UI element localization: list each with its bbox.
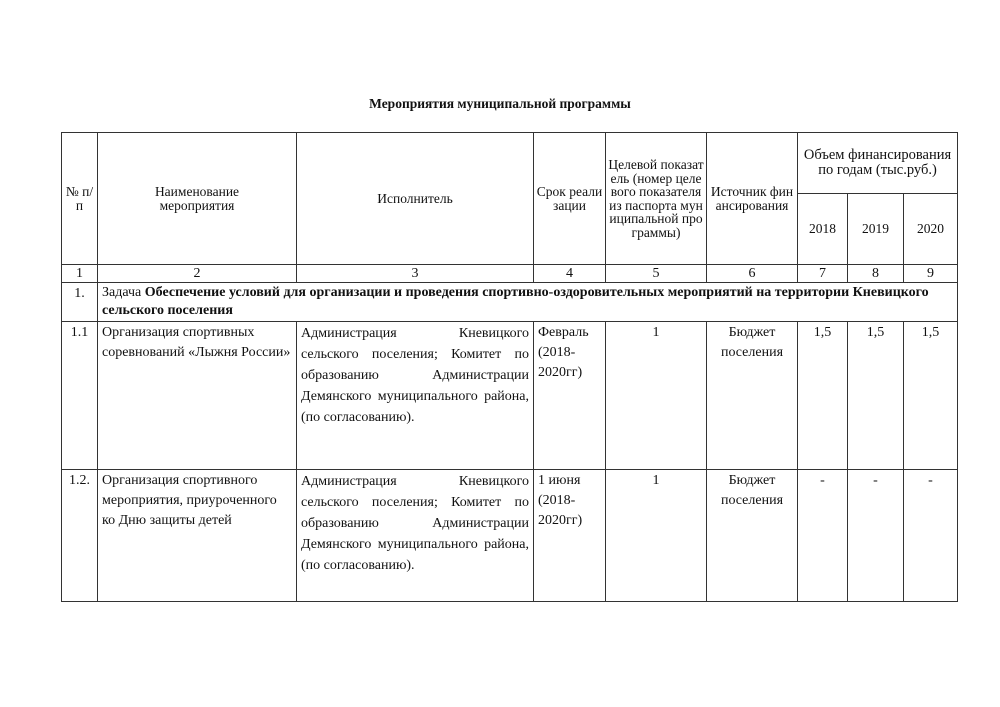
row-source: Бюджет поселения — [707, 470, 798, 602]
row-2020: - — [904, 470, 958, 602]
header-volume: Объем финансирования по годам (тыс.руб.) — [798, 133, 958, 194]
row-executor: Администрация Кневицкого сельского поселения; Комитет по образованию Администрации Демянского муниципального района, (по согласованию). — [297, 322, 534, 470]
header-target: Целевой показатель (номер целевого показателя из паспорта муниципальной программы) — [606, 133, 707, 265]
row-target: 1 — [606, 322, 707, 470]
row-target: 1 — [606, 470, 707, 602]
task-num: 1. — [62, 283, 98, 322]
row-2019: - — [848, 470, 904, 602]
column-number: 5 — [606, 265, 707, 283]
row-name: Организация спортивного мероприятия, приуроченного ко Дню защиты детей — [98, 470, 297, 602]
row-term: Февраль (2018-2020гг) — [534, 322, 606, 470]
column-number: 8 — [848, 265, 904, 283]
column-number: 2 — [98, 265, 297, 283]
task-text: Обеспечение условий для организации и проведения спортивно-оздоровительных мероприятий на территории Кневицкого сельского поселения — [102, 285, 929, 318]
task-row — [62, 283, 958, 322]
column-number-row — [62, 265, 958, 283]
document-title: Мероприятия муниципальной программы — [369, 96, 631, 111]
header-year-2018: 2018 — [798, 194, 848, 265]
header-executor: Исполнитель — [297, 133, 534, 265]
header-name: Наименование мероприятия — [98, 133, 297, 265]
row-source: Бюджет поселения — [707, 322, 798, 470]
column-number: 7 — [798, 265, 848, 283]
header-num: № п/п — [62, 133, 98, 265]
table-row — [62, 322, 958, 470]
row-name: Организация спортивных соревнований «Лыжня России» — [98, 322, 297, 470]
row-num: 1.2. — [62, 470, 98, 602]
column-number: 4 — [534, 265, 606, 283]
column-number: 1 — [62, 265, 98, 283]
header-year-2019: 2019 — [848, 194, 904, 265]
column-number: 3 — [297, 265, 534, 283]
column-number: 6 — [707, 265, 798, 283]
column-number: 9 — [904, 265, 958, 283]
header-year-2020: 2020 — [904, 194, 958, 265]
table-row — [62, 470, 958, 602]
row-executor: Администрация Кневицкого сельского поселения; Комитет по образованию Администрации Демянского муниципального района, (по согласованию). — [297, 470, 534, 602]
row-2018: 1,5 — [798, 322, 848, 470]
row-2019: 1,5 — [848, 322, 904, 470]
row-2018: - — [798, 470, 848, 602]
task-prefix: Задача — [102, 285, 145, 300]
header-term: Срок реализации — [534, 133, 606, 265]
row-num: 1.1 — [62, 322, 98, 470]
row-term: 1 июня (2018-2020гг) — [534, 470, 606, 602]
header-source: Источник финансирования — [707, 133, 798, 265]
row-2020: 1,5 — [904, 322, 958, 470]
header-row — [62, 133, 958, 194]
task-cell — [98, 283, 958, 322]
program-table — [61, 132, 958, 602]
